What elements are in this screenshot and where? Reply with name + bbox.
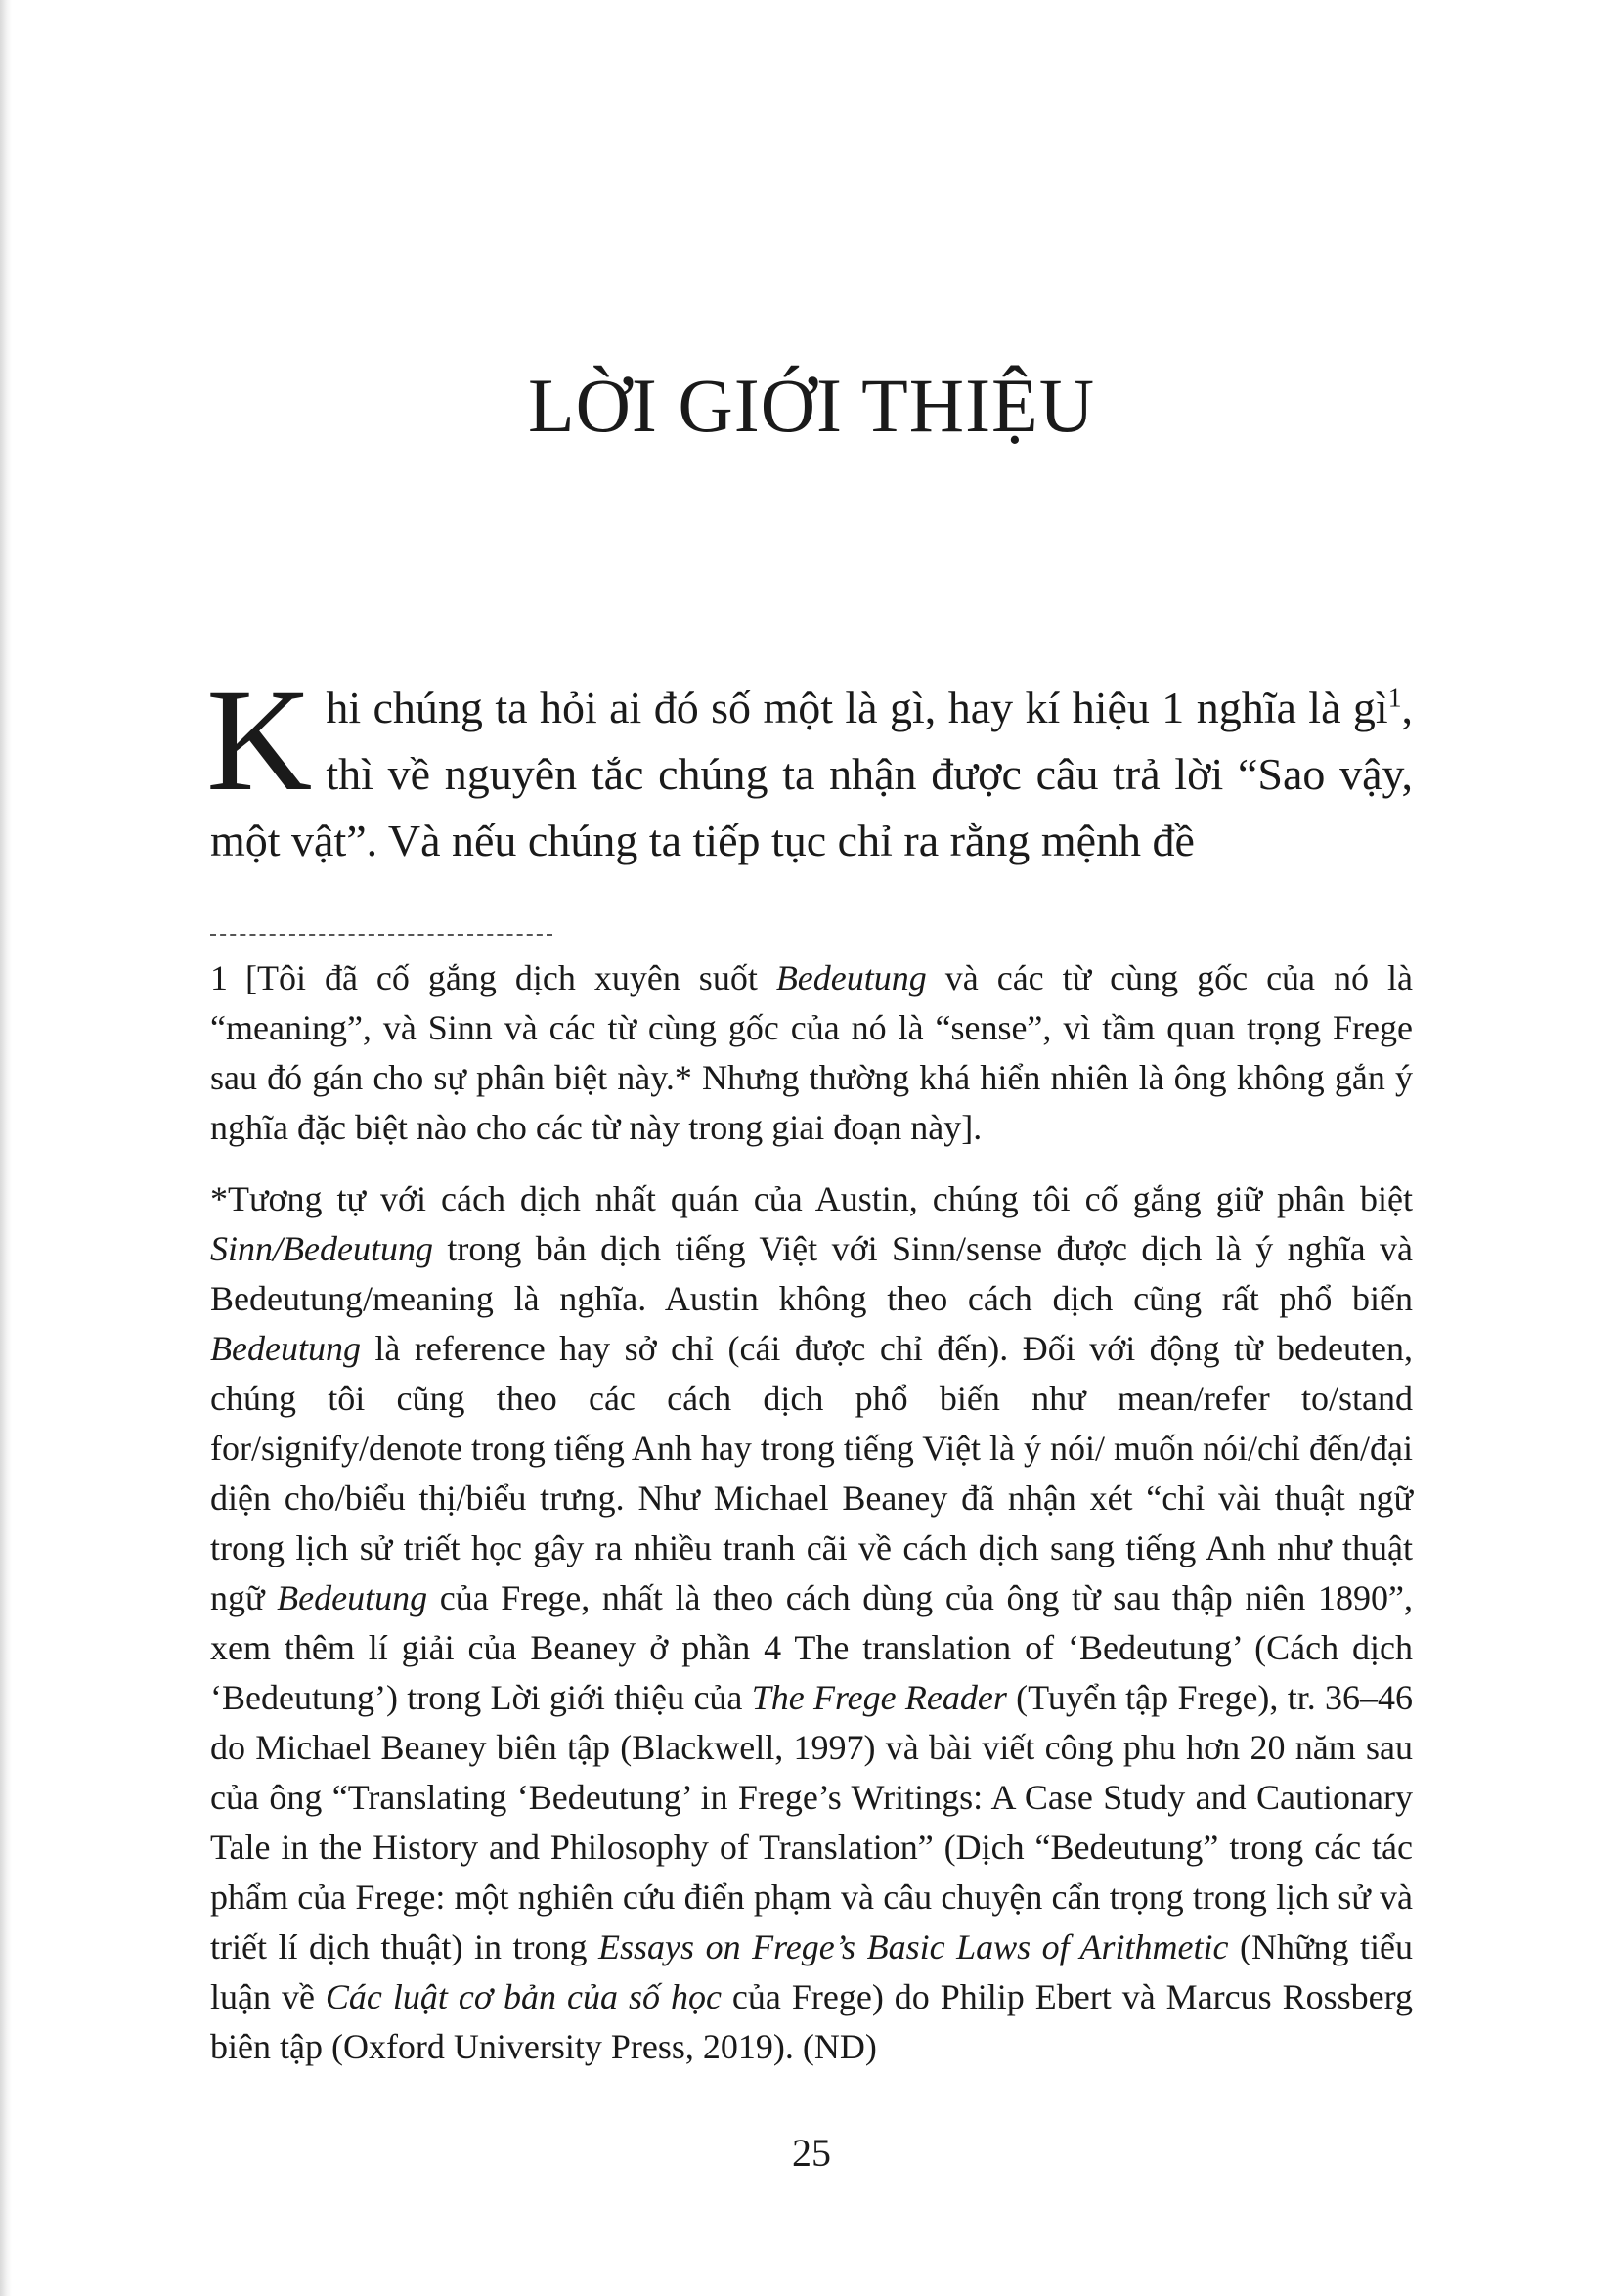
body-text-1: hi chúng ta hỏi ai đó số một là gì, hay kí hiệu 1 nghĩa là gì — [326, 683, 1388, 732]
chapter-title: LỜI GIỚI THIỆU — [527, 363, 1096, 448]
footnotes-section — [210, 953, 1413, 2094]
translator-note — [210, 1174, 1413, 2072]
body-text-2: , thì về nguyên tắc chúng ta nhận được câu trả lời “Sao vậy, một vật”. Và nếu chúng ta tiếp tục chỉ ra rằng mệnh đề — [210, 683, 1413, 865]
footnote-text: và các từ cùng gốc của nó là “meaning”, và Sinn và các từ cùng gốc của nó là “sense”, vì tầm quan trọng Frege sau đó gán cho sự phân biệt này.* Nhưng thường khá hiển nhiên là ông không gắn ý nghĩa đặc biệt nào cho các từ này trong giai đoạn này]. — [210, 958, 1413, 1147]
note-text: (Những tiểu luận về — [210, 1927, 1414, 2016]
note-text: của Frege, nhất là theo cách dùng của ông từ sau thập niên 1890”, xem thêm lí giải của Beaney ở phần 4 The translation of ‘Bedeutung’ (Cách dịch ‘Bedeutung’) trong Lời giới thiệu của — [210, 1578, 1413, 1717]
note-text: *Tương tự với cách dịch nhất quán của Austin, chúng tôi cố gắng giữ phân biệt — [210, 1179, 1413, 1218]
page-number: 25 — [792, 2131, 831, 2175]
footnote-text: [Tôi đã cố gắng dịch xuyên suốt — [245, 958, 776, 997]
drop-cap: K — [206, 659, 313, 821]
note-italic-title: Essays on Frege’s Basic Laws of Arithmetic — [598, 1927, 1229, 1966]
footnote-reference[interactable]: 1 — [1387, 682, 1402, 713]
note-italic-title: The Frege Reader — [751, 1678, 1007, 1717]
footnote-italic-term: Bedeutung — [775, 958, 927, 997]
page-edge-shadow — [0, 0, 12, 2296]
footnote-number: 1 — [210, 958, 228, 997]
footnote-divider — [210, 934, 552, 936]
note-text: trong bản dịch tiếng Việt với Sinn/sense được dịch là ý nghĩa và Bedeutung/meaning là nghĩa. Austin không theo cách dịch cũng rất phổ biến — [210, 1229, 1413, 1318]
note-italic-title: Các luật cơ bản của số học — [325, 1977, 722, 2016]
note-text: là reference hay sở chỉ (cái được chỉ đến). Đối với động từ bedeuten, chúng tôi cũng theo các cách dịch phổ biến như mean/refer to/stand for/signify/denote trong tiếng Anh hay trong tiếng Việt là ý nói/ muốn nói/chỉ đến/đại diện cho/biểu thị/biểu trưng. Như Michael Beaney đã nhận xét “chỉ vài thuật ngữ trong lịch sử triết học gây ra nhiều tranh cãi về cách dịch sang tiếng Anh như thuật ngữ — [210, 1329, 1413, 1617]
note-text: của Frege) do Philip Ebert và Marcus Rossberg biên tập (Oxford University Press, 2019). (ND) — [210, 1977, 1413, 2066]
footnote-1 — [210, 953, 1413, 1153]
note-text: (Tuyển tập Frege), tr. 36–46 do Michael Beaney biên tập (Blackwell, 1997) và bài viết công phu hơn 20 năm sau của ông “Translating ‘Bedeutung’ in Frege’s Writings: A Case Study and Cautionary Tale in the History and Philosophy of Translation” (Dịch “Bedeutung” trong các tác phẩm của Frege: một nghiên cứu điển phạm và câu chuyện cẩn trọng trong lịch sử và triết lí dịch thuật) in trong — [210, 1678, 1413, 1966]
note-italic-term: Bedeutung — [277, 1578, 428, 1617]
note-italic-term: Sinn/Bedeutung — [210, 1229, 433, 1268]
body-paragraph — [206, 659, 1413, 874]
note-italic-term: Bedeutung — [210, 1329, 361, 1368]
